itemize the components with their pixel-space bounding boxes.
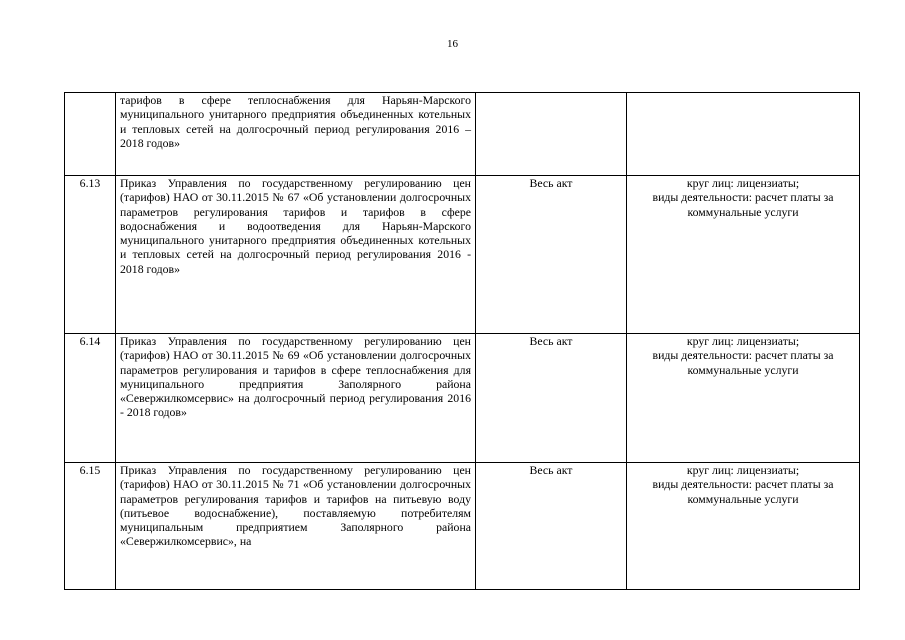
table-row: [65, 334, 860, 463]
page-number: 16: [447, 38, 458, 50]
act-title: Приказ Управления по государственному регулированию цен (тарифов) НАО от 30.11.2015 № 71 «Об установлении долгосрочных параметров регулирования тарифов и тарифов на питьевую воду (питьевое водоснабжение), поставляемую потребителям муниципальным предприятием Заполярного района «Севержилкомсервис», на: [116, 463, 476, 590]
act-extent: [627, 93, 860, 176]
act-scope: Весь акт: [476, 334, 627, 463]
act-scope: [476, 93, 627, 176]
act-extent: круг лиц: лицензиаты; виды деятельности: расчет платы за коммунальные услуги: [627, 176, 860, 334]
row-number: 6.13: [65, 176, 116, 334]
act-extent: круг лиц: лицензиаты; виды деятельности: расчет платы за коммунальные услуги: [627, 463, 860, 590]
act-extent: круг лиц: лицензиаты; виды деятельности: расчет платы за коммунальные услуги: [627, 334, 860, 463]
table-row: [65, 463, 860, 590]
row-number: 6.14: [65, 334, 116, 463]
acts-table: [64, 92, 860, 590]
row-number: 6.15: [65, 463, 116, 590]
act-title: тарифов в сфере теплоснабжения для Нарьян-Марского муниципального унитарного предприятия объединенных котельных и тепловых сетей на долгосрочный период регулирования 2016 – 2018 годов»: [116, 93, 476, 176]
act-title: Приказ Управления по государственному регулированию цен (тарифов) НАО от 30.11.2015 № 67 «Об установлении долгосрочных параметров регулирования тарифов и тарифов в сфере водоснабжения и водоотведения для Нарьян-Марского муниципального унитарного предприятия объединенных котельных и тепловых сетей на долгосрочный период регулирования 2016 - 2018 годов»: [116, 176, 476, 334]
act-title: Приказ Управления по государственному регулированию цен (тарифов) НАО от 30.11.2015 № 69 «Об установлении долгосрочных параметров регулирования и тарифов в сфере теплоснабжения для муниципального предприятия Заполярного района «Севержилкомсервис» на долгосрочный период регулирования 2016 - 2018 годов»: [116, 334, 476, 463]
table-row: [65, 93, 860, 176]
act-scope: Весь акт: [476, 463, 627, 590]
row-number: [65, 93, 116, 176]
table-row: [65, 176, 860, 334]
act-scope: Весь акт: [476, 176, 627, 334]
